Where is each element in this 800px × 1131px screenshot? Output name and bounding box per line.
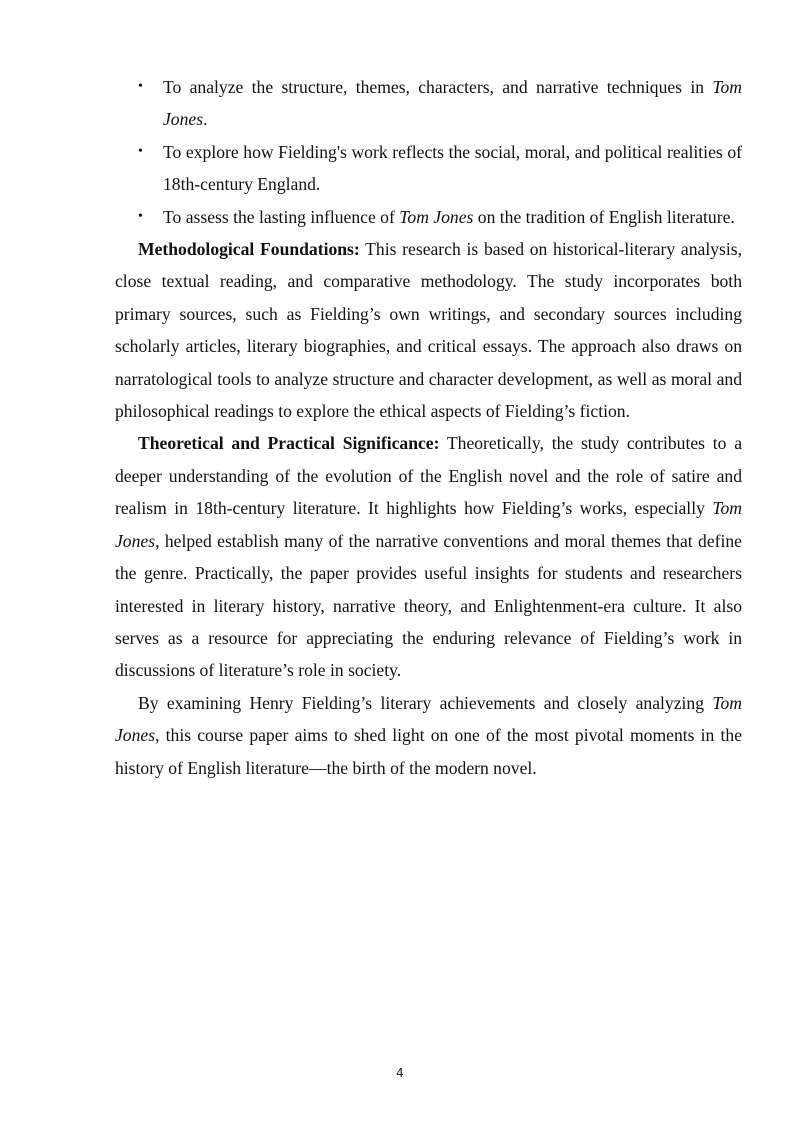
list-item-text-end: on the tradition of English literature. [473, 206, 735, 227]
closing-paragraph [115, 687, 742, 784]
methodological-text: This research is based on historical-literary analysis, close textual reading, and comparative methodology. The study incorporates both primary sources, such as Fielding’s own writings, and secondary sources including scholarly articles, literary biographies, and critical essays. The approach also draws on narratological tools to analyze structure and character development, as well as moral and philosophical readings to explore the ethical aspects of Fielding’s fiction. [115, 239, 742, 422]
book-title: Tom Jones [115, 498, 742, 551]
methodological-paragraph [115, 233, 742, 427]
methodological-heading: Methodological Foundations: [138, 239, 360, 260]
book-title: Tom Jones [115, 692, 742, 746]
list-item-text: To assess the lasting influence of [163, 206, 400, 227]
significance-text: Theoretically, the study contributes to a deeper understanding of the evolution of the English novel and the role of satire and realism in 18th-century literature. It highlights how Fielding’s works, especially [115, 433, 743, 519]
closing-text: By examining Henry Fielding’s literary achievements and closely analyzing [138, 692, 713, 713]
page-number: 4 [396, 1066, 404, 1080]
list-item-text: To explore how Fielding's work reflects the social, moral, and political realities of 18th-century England. [163, 141, 742, 195]
significance-text-end: , helped establish many of the narrative conventions and moral themes that define the genre. Practically, the paper provides useful insights for students and researchers interested in literary history, narrative theory, and Enlightenment-era culture. It also serves as a resource for appreciating the enduring relevance of Fielding’s work in discussions of literature’s role in society. [115, 530, 742, 681]
list-item-text-end: . [203, 109, 208, 130]
book-title: Tom Jones [399, 206, 474, 227]
objectives-list [115, 71, 742, 233]
list-item [115, 136, 742, 201]
book-title: Tom Jones [163, 77, 742, 130]
list-item-text: To analyze the structure, themes, characters, and narrative techniques in [163, 77, 713, 97]
closing-text-end: , this course paper aims to shed light on one of the most pivotal moments in the history of English literature—the birth of the modern novel. [115, 725, 742, 778]
significance-heading: Theoretical and Practical Significance: [138, 433, 440, 454]
significance-paragraph [115, 427, 742, 686]
list-item [115, 201, 742, 233]
list-item [115, 71, 742, 136]
document-body [115, 71, 742, 784]
bullet-icon: • [138, 79, 143, 94]
bullet-icon: • [138, 143, 143, 159]
bullet-icon: • [138, 208, 143, 224]
